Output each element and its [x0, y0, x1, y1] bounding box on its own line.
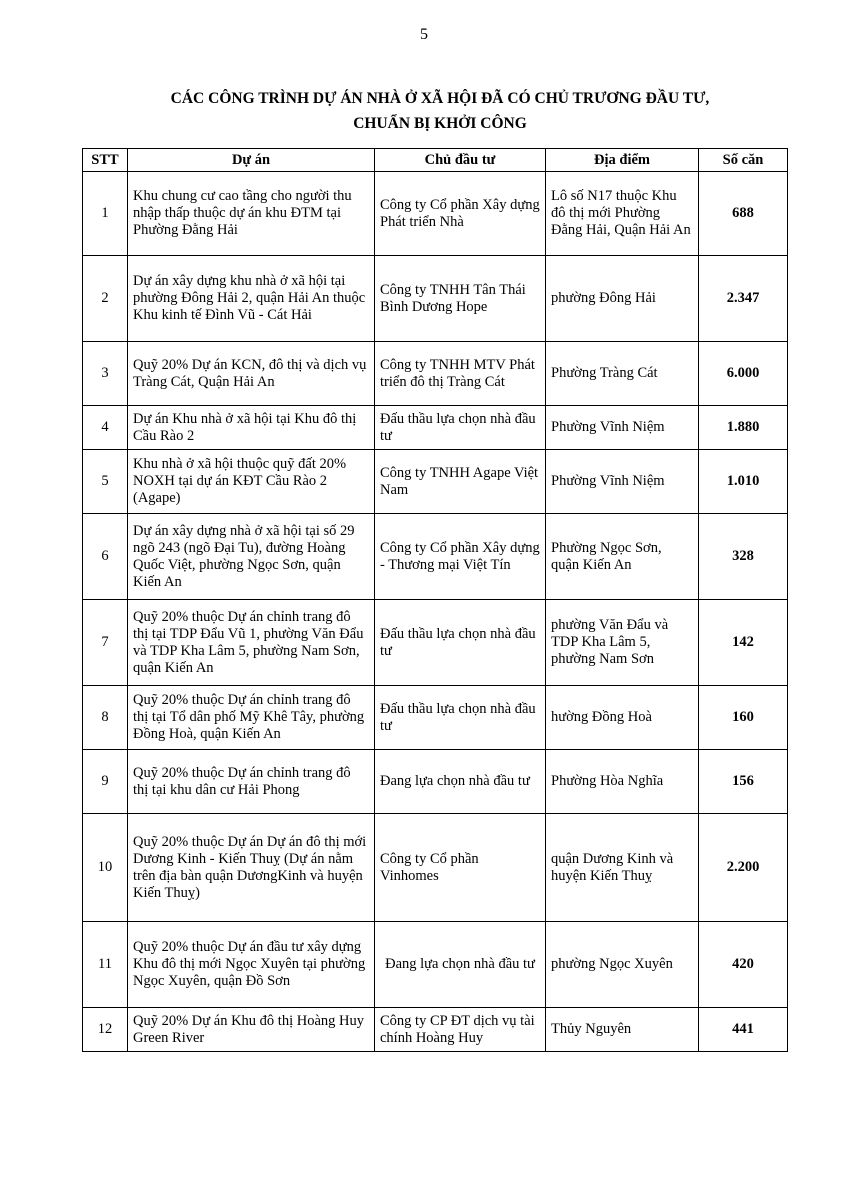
cell-project: Quỹ 20% thuộc Dự án chỉnh trang đô thị tại Tổ dân phố Mỹ Khê Tây, phường Đồng Hoà, quận Kiến An — [128, 686, 375, 750]
cell-units: 328 — [699, 514, 788, 600]
cell-stt: 8 — [83, 686, 128, 750]
cell-stt: 2 — [83, 256, 128, 342]
cell-owner: Công ty CP ĐT dịch vụ tài chính Hoàng Huy — [375, 1008, 546, 1052]
cell-stt: 3 — [83, 342, 128, 406]
cell-units: 2.347 — [699, 256, 788, 342]
cell-location: hường Đồng Hoà — [546, 686, 699, 750]
cell-location: Phường Ngọc Sơn, quận Kiến An — [546, 514, 699, 600]
header-location: Địa điểm — [546, 149, 699, 172]
cell-owner: Đang lựa chọn nhà đầu tư — [375, 750, 546, 814]
cell-stt: 9 — [83, 750, 128, 814]
cell-stt: 10 — [83, 814, 128, 922]
table-row — [83, 406, 788, 450]
cell-project: Quỹ 20% Dự án KCN, đô thị và dịch vụ Tràng Cát, Quận Hải An — [128, 342, 375, 406]
table-row — [83, 686, 788, 750]
table-row — [83, 172, 788, 256]
cell-owner: Đấu thầu lựa chọn nhà đầu tư — [375, 406, 546, 450]
cell-stt: 12 — [83, 1008, 128, 1052]
cell-units: 420 — [699, 922, 788, 1008]
document-heading — [60, 86, 820, 136]
header-project: Dự án — [128, 149, 375, 172]
table-row — [83, 450, 788, 514]
cell-stt: 1 — [83, 172, 128, 256]
cell-project: Quỹ 20% thuộc Dự án chỉnh trang đô thị tại TDP Đẩu Vũ 1, phường Văn Đẩu và TDP Kha Lâm 5, phường Nam Sơn, quận Kiến An — [128, 600, 375, 686]
table-row — [83, 514, 788, 600]
cell-stt: 4 — [83, 406, 128, 450]
cell-project: Dự án xây dựng nhà ở xã hội tại số 29 ngõ 243 (ngõ Đại Tu), đường Hoàng Quốc Việt, phường Ngọc Sơn, quận Kiến An — [128, 514, 375, 600]
cell-location: Phường Hòa Nghĩa — [546, 750, 699, 814]
cell-owner: Công ty TNHH MTV Phát triển đô thị Tràng Cát — [375, 342, 546, 406]
cell-stt: 5 — [83, 450, 128, 514]
cell-owner: Công ty Cổ phần Xây dựng - Thương mại Việt Tín — [375, 514, 546, 600]
cell-project: Quỹ 20% Dự án Khu đô thị Hoàng Huy Green River — [128, 1008, 375, 1052]
cell-project: Dự án xây dựng khu nhà ở xã hội tại phường Đông Hải 2, quận Hải An thuộc Khu kinh tế Đình Vũ - Cát Hải — [128, 256, 375, 342]
cell-project: Quỹ 20% thuộc Dự án chỉnh trang đô thị tại khu dân cư Hải Phong — [128, 750, 375, 814]
cell-owner: Công ty Cổ phần Vinhomes — [375, 814, 546, 922]
table-row — [83, 750, 788, 814]
cell-location: Thủy Nguyên — [546, 1008, 699, 1052]
cell-project: Khu chung cư cao tầng cho người thu nhập thấp thuộc dự án khu ĐTM tại Phường Đằng Hải — [128, 172, 375, 256]
cell-location: Lô số N17 thuộc Khu đô thị mới Phường Đằng Hải, Quận Hải An — [546, 172, 699, 256]
cell-units: 156 — [699, 750, 788, 814]
cell-location: phường Văn Đẩu và TDP Kha Lâm 5, phường Nam Sơn — [546, 600, 699, 686]
cell-project: Khu nhà ở xã hội thuộc quỹ đất 20% NOXH tại dự án KĐT Cầu Rào 2 (Agape) — [128, 450, 375, 514]
cell-owner: Đấu thầu lựa chọn nhà đầu tư — [375, 600, 546, 686]
projects-table — [82, 148, 788, 1052]
cell-location: Phường Vĩnh Niệm — [546, 450, 699, 514]
cell-stt: 11 — [83, 922, 128, 1008]
cell-owner: Công ty TNHH Agape Việt Nam — [375, 450, 546, 514]
cell-location: quận Dương Kinh và huyện Kiến Thuỵ — [546, 814, 699, 922]
table-row — [83, 600, 788, 686]
cell-units: 2.200 — [699, 814, 788, 922]
cell-location: phường Ngọc Xuyên — [546, 922, 699, 1008]
header-owner: Chủ đầu tư — [375, 149, 546, 172]
heading-line-1: CÁC CÔNG TRÌNH DỰ ÁN NHÀ Ở XÃ HỘI ĐÃ CÓ CHỦ TRƯƠNG ĐẦU TƯ, — [170, 90, 710, 107]
cell-units: 441 — [699, 1008, 788, 1052]
cell-project: Quỹ 20% thuộc Dự án Dự án đô thị mới Dương Kinh - Kiến Thuỵ (Dự án nằm trên địa bàn quận DươngKinh và huyện Kiến Thuỵ) — [128, 814, 375, 922]
cell-owner: Đang lựa chọn nhà đầu tư — [375, 922, 546, 1008]
cell-project: Quỹ 20% thuộc Dự án đầu tư xây dựng Khu đô thị mới Ngọc Xuyên tại phường Ngọc Xuyên, quận Đồ Sơn — [128, 922, 375, 1008]
header-units: Số căn — [699, 149, 788, 172]
cell-location: phường Đông Hải — [546, 256, 699, 342]
table-row — [83, 342, 788, 406]
cell-units: 142 — [699, 600, 788, 686]
table-row — [83, 256, 788, 342]
cell-location: Phường Tràng Cát — [546, 342, 699, 406]
cell-units: 688 — [699, 172, 788, 256]
table-row — [83, 1008, 788, 1052]
cell-owner: Đấu thầu lựa chọn nhà đầu tư — [375, 686, 546, 750]
cell-stt: 7 — [83, 600, 128, 686]
header-stt: STT — [83, 149, 128, 172]
cell-units: 160 — [699, 686, 788, 750]
table-row — [83, 814, 788, 922]
cell-owner: Công ty Cổ phần Xây dựng Phát triển Nhà — [375, 172, 546, 256]
cell-project: Dự án Khu nhà ở xã hội tại Khu đô thị Cầu Rào 2 — [128, 406, 375, 450]
cell-units: 1.010 — [699, 450, 788, 514]
table-row — [83, 922, 788, 1008]
cell-units: 6.000 — [699, 342, 788, 406]
cell-location: Phường Vĩnh Niệm — [546, 406, 699, 450]
table-header-row — [83, 149, 788, 172]
page-number: 5 — [420, 26, 428, 43]
cell-stt: 6 — [83, 514, 128, 600]
cell-owner: Công ty TNHH Tân Thái Bình Dương Hope — [375, 256, 546, 342]
heading-line-2: CHUẨN BỊ KHỞI CÔNG — [353, 115, 527, 132]
cell-units: 1.880 — [699, 406, 788, 450]
